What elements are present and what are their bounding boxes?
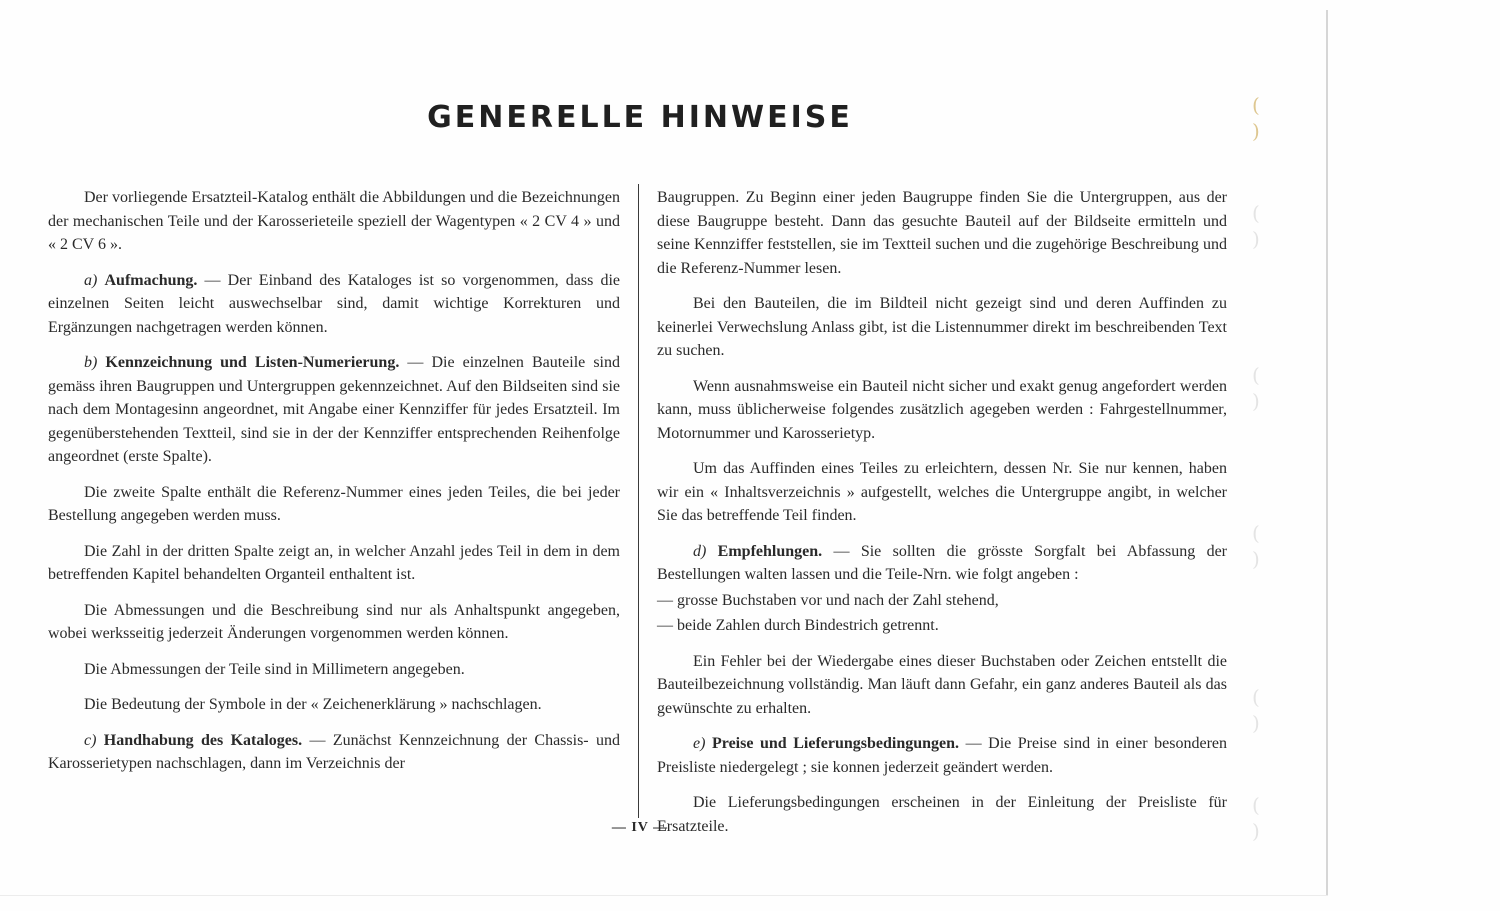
section-a-paragraph: [48, 269, 620, 340]
page-number: — IV —: [611, 820, 669, 835]
page-bottom-edge: [0, 895, 1328, 896]
recommendation-dash-2: — beide Zahlen durch Bindestrich getrennt.: [657, 617, 939, 634]
section-a-title: Aufmachung.: [104, 271, 198, 289]
section-c-letter: c): [84, 731, 97, 749]
section-e-paragraph: [657, 732, 1227, 779]
error-paragraph: Ein Fehler bei der Wiedergabe eines dieser Buchstaben oder Zeichen entstellt die Bauteilbezeichnung vollständig. Man läuft dann Gefahr, ein ganz anderes Bauteil als das gewünschte zu erhalten.: [657, 652, 1227, 717]
section-c-title: Handhabung des Kataloges.: [103, 731, 303, 749]
section-e-text: — Die Preise sind in einer besonderen Preisliste niedergelegt ; sie konnen jederzeit geändert werden.: [657, 735, 1228, 776]
delivery-paragraph: Die Lieferungsbedingungen erscheinen in der Einleitung der Preisliste für Ersatzteile.: [657, 794, 1227, 835]
third-column-paragraph: Die Zahl in der dritten Spalte zeigt an, in welcher Anzahl jedes Teil in dem in dem betreffenden Kapitel behandelten Organteil enthaltent ist.: [48, 542, 620, 583]
recommendation-dash-1: — grosse Buchstaben vor und nach der Zahl stehend,: [657, 591, 999, 609]
binder-hole-mark: ( ): [1252, 363, 1270, 413]
dimensions-paragraph: Die Abmessungen und die Beschreibung sind nur als Anhaltspunkt angegeben, wobei werksseitig jederzeit Änderungen vorgenommen werden können.: [48, 601, 620, 642]
left-text-column: [48, 186, 620, 788]
section-e-letter: e): [693, 735, 706, 752]
binder-hole-mark: ( ): [1252, 685, 1270, 735]
section-c-text: — Zunächst Kennzeichnung der Chassis- und Karosserietypen nachschlagen, dann im Verzeichnis der: [48, 731, 620, 772]
section-d-paragraph: [657, 540, 1227, 587]
second-column-paragraph: Die zweite Spalte enthält die Referenz-Nummer eines jeden Teiles, die bei jeder Bestellung angegeben werden muss.: [48, 483, 620, 524]
section-c-paragraph: [48, 729, 620, 776]
section-b-letter: b): [84, 354, 98, 371]
binder-hole-mark: ( ): [1252, 201, 1270, 251]
millimeters-paragraph: Die Abmessungen der Teile sind in Millimetern angegeben.: [84, 660, 465, 678]
binder-hole-mark: ( ): [1252, 521, 1270, 571]
binder-hole-mark: ( ): [1252, 793, 1270, 843]
intro-paragraph: Der vorliegende Ersatzteil-Katalog enthält die Abbildungen und die Bezeichnungen der mechanischen Teile und der Karosserieteile speziell der Wagentypen « 2 CV 4 » und « 2 CV 6 ».: [48, 189, 620, 253]
section-d-text: — Sie sollten die grösste Sorgfalt bei Abfassung der Bestellungen walten lassen und die Teile-Nrn. wie folgt angeben :: [657, 542, 1227, 583]
index-paragraph: Um das Auffinden eines Teiles zu erleichtern, dessen Nr. Sie nur kennen, haben wir ein « Inhaltsverzeichnis » aufgestellt, welches die Untergruppe angibt, in welcher Sie das betreffende Teil finden.: [657, 460, 1227, 524]
continued-paragraph: Baugruppen. Zu Beginn einer jeden Baugruppe finden Sie die Untergruppen, aus der diese Baugruppe besteht. Dann das gesuchte Bauteil auf der Bildseite ermitteln und seine Kennziffer feststellen, sie im Textteil suchen und die zugehörige Beschreibung und die Referenz-Nummer lesen.: [657, 189, 1227, 277]
section-a-text: — Der Einband des Kataloges ist so vorgenommen, dass die einzelnen Seiten leicht auswechselbar sind, damit wichtige Korrekturen und Ergänzungen nachgetragen werden können.: [48, 271, 621, 336]
binder-hole-mark: ( ): [1252, 93, 1270, 143]
section-d-title: Empfehlungen.: [717, 542, 823, 560]
section-b-text: — Die einzelnen Bauteile sind gemäss ihren Baugruppen und Untergruppen gekennzeichnet. Auf den Bildseiten sind sie nach dem Montagesinn angeordnet, mit Angabe einer Kennziffer für jedes Ersatzteil. Im gegenüberstehenden Textteil, sind sie in der der Kennziffer entsprechenden Reihenfolge angeordnet (erste Spalte).: [48, 354, 621, 465]
page-right-edge: [1326, 10, 1328, 895]
section-d-letter: d): [693, 542, 707, 560]
section-b-title: Kennzeichnung und Listen-Numerierung.: [105, 354, 400, 371]
section-a-letter: a): [84, 271, 98, 289]
not-shown-parts-paragraph: Bei den Bauteilen, die im Bildteil nicht gezeigt sind und deren Auffinden zu keinerlei Verwechslung Anlass gibt, ist die Listennummer direkt im beschreibenden Text zu suchen.: [657, 295, 1227, 359]
page-title: GENERELLE HINWEISE: [427, 100, 853, 135]
section-e-title: Preise und Lieferungsbedingungen.: [711, 735, 960, 752]
column-divider: [638, 184, 639, 818]
exceptional-order-paragraph: Wenn ausnahmsweise ein Bauteil nicht sicher und exakt genug angefordert werden kann, muss üblicherweise folgendes zusätzlich agegeben werden : Fahrgestellnummer, Motornummer und Karosserietyp.: [657, 377, 1227, 442]
symbols-paragraph: Die Bedeutung der Symbole in der « Zeichenerklärung » nachschlagen.: [84, 696, 542, 713]
right-text-column: [657, 186, 1227, 850]
section-b-paragraph: [48, 351, 620, 469]
